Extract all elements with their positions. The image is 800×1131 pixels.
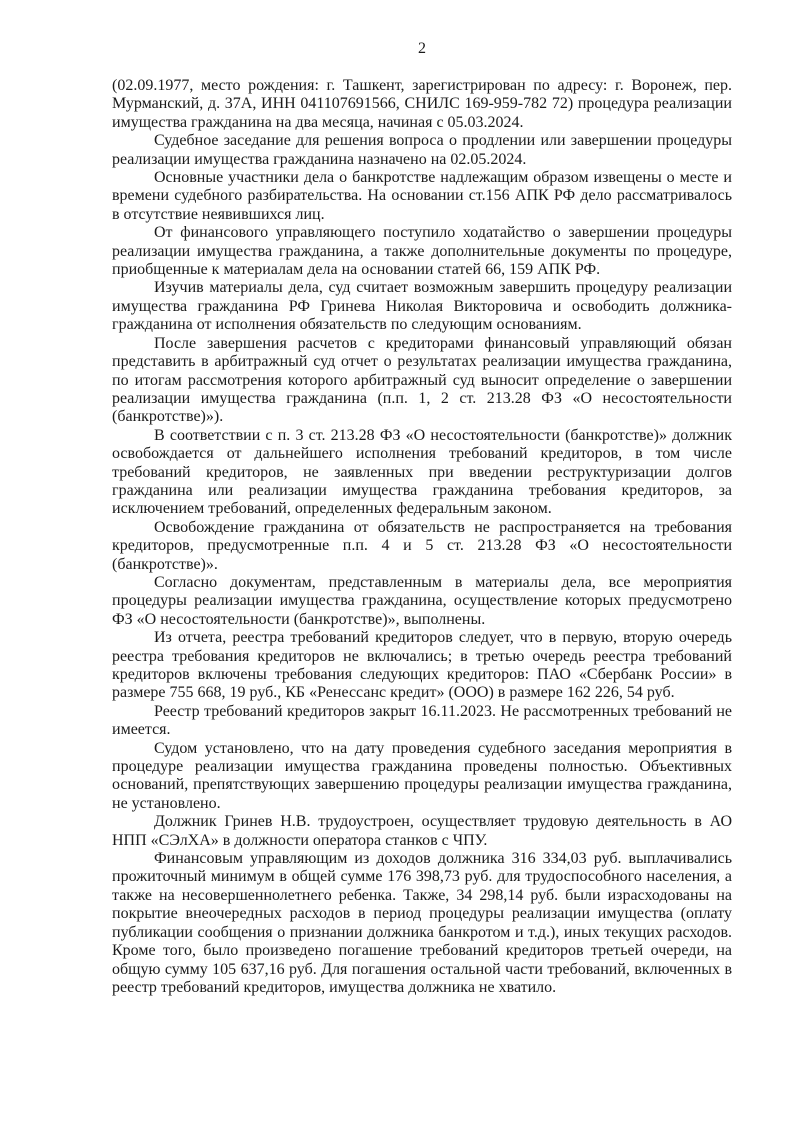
paragraph: Финансовым управляющим из доходов должника 316 334,03 руб. выплачивались прожиточный минимум в общей сумме 176 398,73 руб. для трудоспособного населения, а также на несовершеннолетнего ребенка. Также, 34 298,14 руб. были израсходованы на покрытие внеочередных расходов в период процедуры реализации имущества (оплату публикации сообщения о признании должника банкротом и т.д.), иных текущих расходов. Кроме того, было произведено погашение требований кредиторов третьей очереди, на общую сумму 105 637,16 руб. Для погашения остальной части требований, включенных в реестр требований кредиторов, имущества должника не хватило. bbox=[112, 850, 732, 996]
paragraph: Должник Гринев Н.В. трудоустроен, осуществляет трудовую деятельность в АО НПП «СЭлХА» в должности оператора станков с ЧПУ. bbox=[112, 813, 732, 849]
paragraph: (02.09.1977, место рождения: г. Ташкент, зарегистрирован по адресу: г. Воронеж, пер. Мурманский, д. 37А, ИНН 041107691566, СНИЛС 169-959-782 72) процедура реализации имущества гражданина на два месяца, начиная с 05.03.2024. bbox=[112, 77, 732, 131]
paragraph: От финансового управляющего поступило ходатайство о завершении процедуры реализации имущества гражданина, а также дополнительные документы по процедуре, приобщенные к материалам дела на основании статей 66, 159 АПК РФ. bbox=[112, 224, 732, 279]
paragraph: После завершения расчетов с кредиторами финансовый управляющий обязан представить в арбитражный суд отчет о результатах реализации имущества гражданина, по итогам рассмотрения которого арбитражный суд выносит определение о завершении реализации имущества гражданина (п.п. 1, 2 ст. 213.28 ФЗ «О несостоятельности (банкротстве)»). bbox=[112, 334, 732, 426]
document-body bbox=[112, 77, 732, 997]
page-number: 2 bbox=[418, 40, 426, 57]
paragraph: Согласно документам, представленным в материалы дела, все мероприятия процедуры реализации имущества гражданина, осуществление которых предусмотрено ФЗ «О несостоятельности (банкротстве)», выполнены. bbox=[112, 573, 732, 628]
paragraph: Освобождение гражданина от обязательств не распространяется на требования кредиторов, предусмотренные п.п. 4 и 5 ст. 213.28 ФЗ «О несостоятельности (банкротстве)». bbox=[112, 518, 732, 573]
paragraph: В соответствии с п. 3 ст. 213.28 ФЗ «О несостоятельности (банкротстве)» должник освобождается от дальнейшего исполнения требований кредиторов, в том числе требований кредиторов, не заявленных при введении реструктуризации долгов гражданина или реализации имущества гражданина требования кредиторов, за исключением требований, определенных федеральным законом. bbox=[112, 426, 732, 518]
paragraph: Судебное заседание для решения вопроса о продлении или завершении процедуры реализации имущества гражданина назначено на 02.05.2024. bbox=[112, 132, 732, 168]
paragraph: Реестр требований кредиторов закрыт 16.11.2023. Не рассмотренных требований не имеется. bbox=[112, 702, 732, 739]
paragraph: Изучив материалы дела, суд считает возможным завершить процедуру реализации имущества гражданина РФ Гринева Николая Викторовича и освободить должника-гражданина от исполнения обязательств по следующим основаниям. bbox=[112, 279, 732, 334]
paragraph: Основные участники дела о банкротстве надлежащим образом извещены о месте и времени судебного разбирательства. На основании ст.156 АПК РФ дело рассматривалось в отсутствие неявившихся лиц. bbox=[112, 169, 732, 223]
paragraph: Судом установлено, что на дату проведения судебного заседания мероприятия в процедуре реализации имущества гражданина проведены полностью. Объективных оснований, препятствующих завершению процедуры реализации имущества гражданина, не установлено. bbox=[112, 739, 732, 812]
paragraph: Из отчета, реестра требований кредиторов следует, что в первую, вторую очередь реестра требования кредиторов не включались; в третью очередь реестра требований кредиторов включены требования следующих кредиторов: ПАО «Сбербанк России» в размере 755 668, 19 руб., КБ «Ренессанс кредит» (ООО) в размере 162 226, 54 руб. bbox=[112, 629, 732, 702]
text-block bbox=[112, 40, 732, 997]
